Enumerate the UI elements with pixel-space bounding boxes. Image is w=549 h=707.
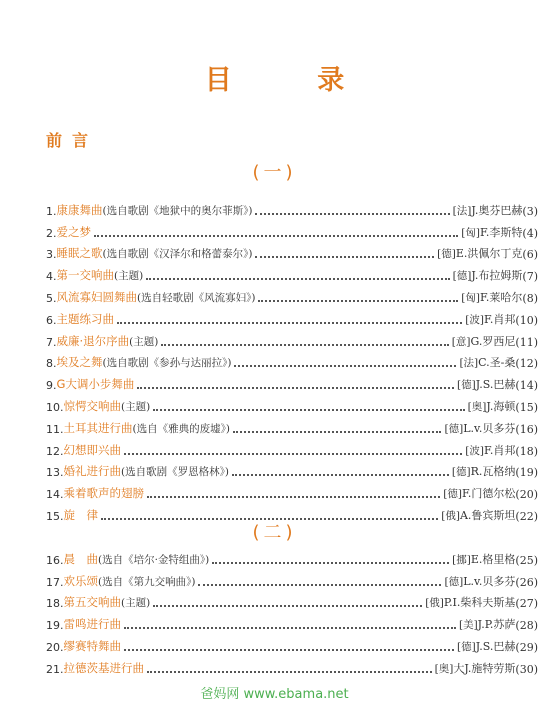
entry-number: 2. [46, 226, 57, 240]
entry-number: 5. [46, 291, 57, 305]
toc-entry[interactable] [46, 479, 538, 501]
dot-leader [153, 605, 422, 607]
composer-nationality: [匈] [461, 291, 480, 304]
page-title: 目 录 [204, 65, 383, 96]
toc-entry[interactable] [46, 436, 538, 458]
dot-leader [94, 235, 458, 237]
toc-entry[interactable] [46, 654, 538, 676]
toc-entry[interactable] [46, 458, 538, 480]
composer-nationality: [奥] [467, 400, 487, 413]
dot-leader [198, 584, 441, 586]
entry-subtitle: (主题) [114, 270, 144, 283]
composer-name: F.肖邦 [483, 443, 516, 457]
page-number: (27) [515, 597, 538, 611]
page-number: (25) [515, 553, 538, 567]
composer-name: F.门德尔松 [461, 487, 516, 501]
entry-title: 威廉·退尔序曲 [56, 333, 130, 348]
composer-name: E.格里格 [470, 552, 516, 566]
composer-name: G.罗西尼 [470, 334, 516, 348]
entry-title: 土耳其进行曲 [63, 420, 133, 435]
entry-title: 晨 曲 [63, 551, 98, 566]
entry-title: 欢乐颂 [63, 573, 98, 588]
composer-name: J.S.巴赫 [475, 639, 516, 653]
page-number: (18) [515, 444, 538, 458]
composer-nationality: [挪] [452, 553, 471, 566]
entry-title: 旋 律 [63, 507, 98, 522]
toc-entry[interactable] [46, 589, 538, 611]
composer-nationality: [德] [437, 248, 456, 261]
entry-title: 爱之梦 [56, 224, 91, 239]
entry-number: 20. [46, 640, 64, 654]
dot-leader [147, 496, 440, 498]
watermark: 爸妈网 www.ebama.net [200, 687, 349, 702]
composer-nationality: [俄] [425, 597, 444, 610]
entry-number: 10. [46, 400, 64, 414]
entry-number: 13. [46, 466, 64, 480]
toc-entry[interactable] [46, 414, 538, 436]
entry-number: 11. [46, 422, 64, 436]
page-number: (14) [515, 379, 538, 393]
entry-title: 康康舞曲 [56, 202, 103, 217]
composer-nationality: [德] [444, 575, 464, 588]
composer-name: J.布拉姆斯 [471, 269, 523, 283]
entry-number: 1. [46, 204, 57, 218]
dot-leader [124, 627, 456, 629]
page-number: (29) [515, 640, 538, 654]
toc-entry[interactable] [46, 327, 538, 349]
dot-leader [124, 453, 462, 455]
dot-leader [233, 431, 442, 433]
composer-name: F.莱哈尔 [479, 290, 523, 304]
entry-number: 14. [46, 488, 64, 502]
composer-nationality: [波] [465, 313, 484, 326]
entry-number: 21. [46, 662, 64, 676]
toc-entry[interactable] [46, 392, 538, 414]
composer-nationality: [德] [457, 640, 476, 653]
entry-subtitle: (选自轻歌剧《风流寡妇》) [137, 291, 256, 304]
composer-nationality: [匈] [461, 226, 480, 239]
entry-number: 4. [46, 270, 57, 284]
page-number: (30) [515, 662, 538, 676]
entry-subtitle: (主题) [129, 335, 159, 348]
page-number: (8) [522, 291, 538, 305]
entry-title: 第五交响曲 [63, 595, 121, 610]
entry-title: 乘着歌声的翅膀 [63, 486, 144, 501]
composer-name: J.奥芬巴赫 [471, 203, 523, 217]
dot-leader [117, 322, 462, 324]
dot-leader [234, 365, 456, 367]
toc-entry[interactable] [46, 610, 538, 632]
page-number: (22) [515, 509, 538, 523]
page-number: (12) [515, 357, 538, 371]
page-number: (4) [522, 226, 538, 240]
composer-name: J.P.苏萨 [477, 618, 516, 632]
composer-name: E.洪佩尔丁克 [455, 247, 523, 261]
composer-name: L.v.贝多芬 [463, 421, 516, 435]
entry-number: 3. [46, 248, 57, 262]
composer-nationality: [美] [458, 619, 478, 632]
composer-name: 大J.施特劳斯 [453, 661, 516, 675]
composer-nationality: [意] [451, 335, 471, 348]
section-heading-1: (一) [252, 162, 297, 183]
composer-name: R.瓦格纳 [470, 465, 516, 479]
dot-leader [258, 300, 458, 302]
dot-leader [147, 671, 432, 673]
page-number: (15) [515, 400, 538, 414]
entry-subtitle: (主题) [121, 597, 151, 610]
entry-subtitle: (选自《第九交响曲》) [98, 575, 196, 588]
entry-number: 17. [46, 575, 64, 589]
dot-leader [137, 387, 454, 389]
toc-entry[interactable] [46, 567, 538, 589]
dot-leader [255, 256, 434, 258]
page-number: (16) [515, 422, 538, 436]
entry-title: 埃及之舞 [56, 355, 103, 370]
toc-entry[interactable] [46, 632, 538, 654]
toc-entry[interactable] [46, 545, 538, 567]
composer-nationality: [法] [452, 204, 472, 217]
toc-entry[interactable] [46, 261, 538, 283]
preface-link[interactable]: 前言 [46, 131, 99, 150]
toc-entry[interactable] [46, 305, 538, 327]
page-number: (10) [515, 313, 538, 327]
section-heading-2: (二) [252, 522, 297, 543]
page-number: (26) [515, 575, 538, 589]
entry-subtitle: (选自歌剧《汉泽尔和格蕾泰尔》) [102, 248, 253, 261]
toc-entry[interactable] [46, 283, 538, 305]
composer-name: L.v.贝多芬 [463, 574, 516, 588]
entry-number: 19. [46, 619, 64, 633]
entry-number: 18. [46, 597, 64, 611]
composer-nationality: [奥] [434, 662, 454, 675]
composer-nationality: [俄] [441, 509, 460, 522]
composer-nationality: [德] [443, 488, 462, 501]
dot-leader [153, 409, 464, 411]
entry-title: 拉德茨基进行曲 [63, 660, 144, 675]
page-number: (20) [515, 488, 538, 502]
composer-nationality: [德] [452, 270, 472, 283]
page-number: (19) [515, 466, 538, 480]
dot-leader [146, 278, 449, 280]
composer-nationality: [德] [444, 422, 464, 435]
composer-name: P.I.柴科夫斯基 [443, 596, 516, 610]
entry-title: 风流寡妇圆舞曲 [56, 289, 137, 304]
dot-leader [255, 213, 449, 215]
page-number: (11) [515, 335, 538, 349]
entry-title: 主题练习曲 [56, 311, 114, 326]
dot-leader [212, 562, 449, 564]
composer-name: J.S.巴赫 [475, 378, 516, 392]
page-number: (7) [522, 270, 538, 284]
composer-nationality: [法] [459, 357, 479, 370]
composer-nationality: [德] [451, 466, 471, 479]
entry-number: 6. [46, 313, 57, 327]
composer-name: F.肖邦 [483, 312, 516, 326]
dot-leader [161, 344, 448, 346]
entry-number: 9. [46, 379, 57, 393]
entry-subtitle: (选自歌剧《地狱中的奥尔菲斯》) [102, 204, 253, 217]
entry-title: 雷鸣进行曲 [63, 617, 121, 632]
toc-entry[interactable] [46, 370, 538, 392]
entry-number: 7. [46, 335, 57, 349]
toc-list-section-2 [46, 545, 538, 676]
composer-name: C.圣-桑 [478, 356, 516, 370]
toc-entry[interactable] [46, 218, 538, 240]
composer-nationality: [德] [457, 379, 476, 392]
dot-leader [124, 649, 454, 651]
entry-number: 16. [46, 553, 64, 567]
toc-entry[interactable] [46, 196, 538, 218]
entry-subtitle: (选自《培尔·金特组曲》) [98, 553, 210, 566]
composer-name: J.海顿 [486, 399, 516, 413]
toc-entry[interactable] [46, 240, 538, 262]
entry-title: 惊愕交响曲 [63, 398, 121, 413]
composer-name: A.鲁宾斯坦 [459, 508, 516, 522]
entry-title: 幻想即兴曲 [63, 442, 121, 457]
toc-entry[interactable] [46, 349, 538, 371]
dot-leader [232, 474, 449, 476]
entry-subtitle: (选自歌剧《参孙与达丽拉》) [102, 357, 232, 370]
page-number: (6) [522, 248, 538, 262]
entry-title: 第一交响曲 [56, 268, 114, 283]
entry-subtitle: (选自歌剧《罗恩格林》) [121, 466, 229, 479]
composer-name: F.李斯特 [479, 225, 523, 239]
entry-subtitle: (主题) [121, 400, 151, 413]
entry-number: 8. [46, 357, 57, 371]
toc-list-section-1 [46, 196, 538, 523]
entry-number: 15. [46, 509, 64, 523]
entry-title: G大调小步舞曲 [56, 377, 135, 392]
composer-nationality: [波] [465, 444, 484, 457]
entry-title: 婚礼进行曲 [63, 464, 121, 479]
entry-subtitle: (选自《雅典的废墟》) [132, 422, 230, 435]
page-number: (28) [515, 619, 538, 633]
entry-number: 12. [46, 444, 64, 458]
entry-title: 睡眠之歌 [56, 246, 103, 261]
page-number: (3) [522, 204, 538, 218]
entry-title: 缪赛特舞曲 [63, 638, 121, 653]
